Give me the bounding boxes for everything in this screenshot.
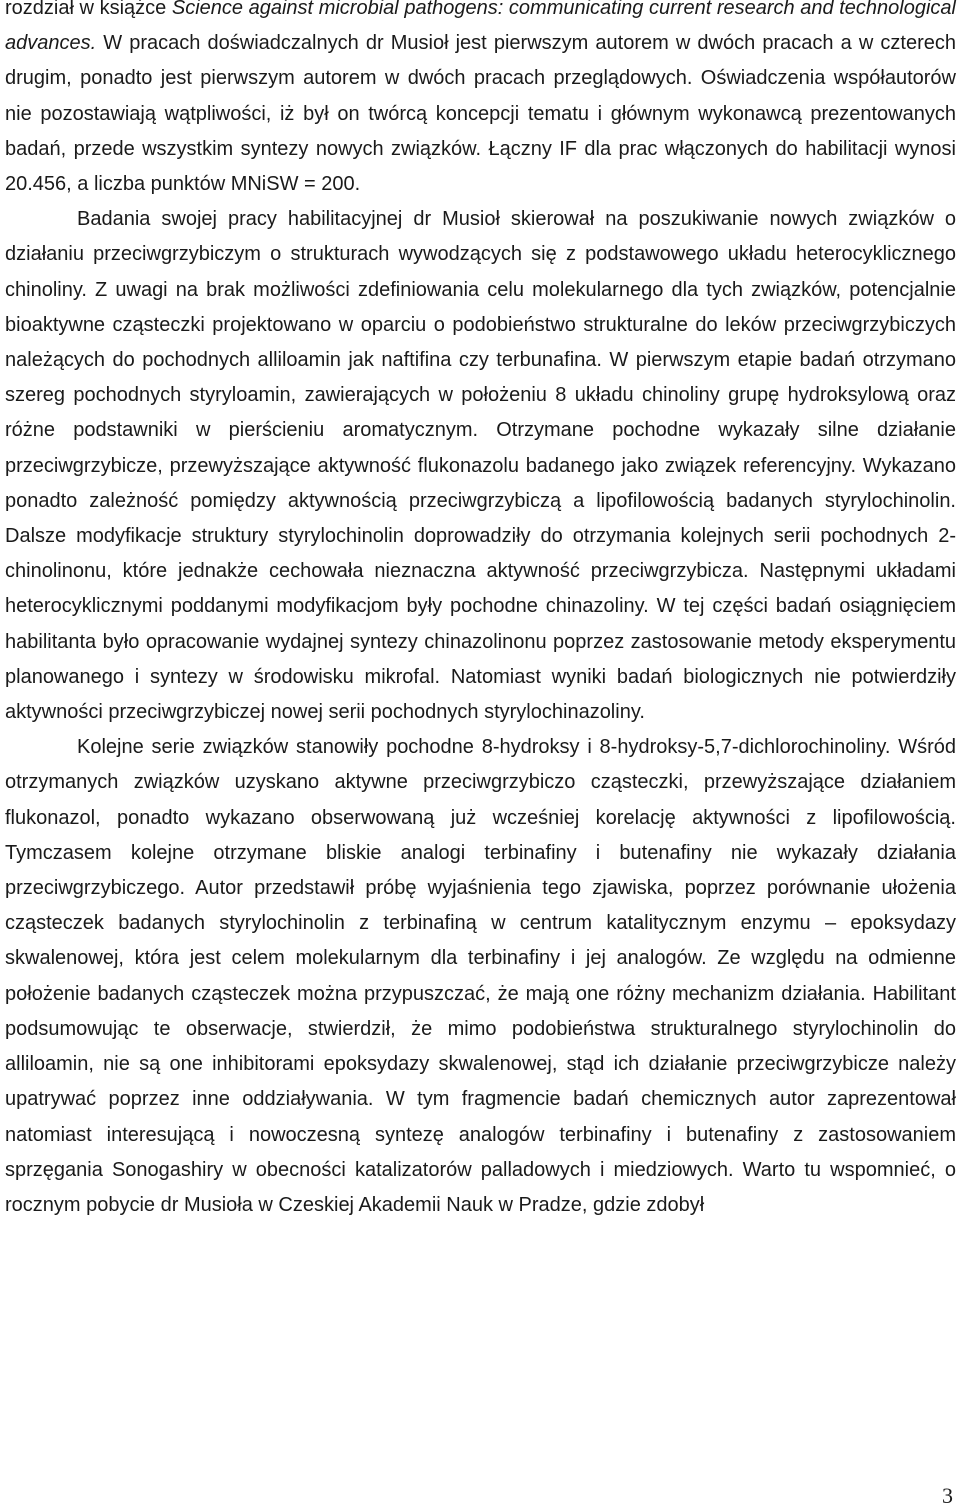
document-page (5, 0, 956, 1223)
paragraph-1-lead: rozdział w książce (5, 0, 172, 19)
paragraph-1-body-b: Oświadczenia współautorów nie pozostawiają wątpliwości, iż był on twórcą koncepcji tematu i głównym wykonawcą prezentowanych badań, przede wszystkim syntezy nowych związków. Łączny IF dla prac włączonych do habilitacji wynosi 20.456, a liczba punktów MNiSW = 200. (5, 67, 956, 196)
page-number: 3 (942, 1483, 953, 1508)
paragraph-3: Kolejne serie związków stanowiły pochodne 8-hydroksy i 8-hydroksy-5,7-dichlorochinoliny. Wśród otrzymanych związków uzyskano aktywne przeciwgrzybiczo cząsteczki, przewyższające działaniem flukonazol, ponadto wykazano obserwowaną już wcześniej korelację aktywności z lipofilowością. Tymczasem kolejne otrzymane bliskie analogi terbinafiny i butenafiny nie wykazały działania przeciwgrzybiczego. Autor przedstawił próbę wyjaśnienia tego zjawiska, poprzez porównanie ułożenia cząsteczek badanych styrylochinolin z terbinafiną w centrum katalitycznym enzymu – epoksydazy skwalenowej, która jest celem molekularnym dla terbinafiny i jej analogów. Ze względu na odmienne położenie badanych cząsteczek można przypuszczać, że mają one różny mechanizm działania. Habilitant podsumowując te obserwacje, stwierdził, że mimo podobieństwa strukturalnego styrylochinolin do alliloamin, nie są one inhibitorami epoksydazy skwalenowej, stąd ich działanie przeciwgrzybicze należy upatrywać poprzez inne oddziaływania. W tym fragmencie badań chemicznych autor zaprezentował natomiast interesującą i nowoczesną syntezę analogów terbinafiny i butenafiny z zastosowaniem sprzęgania Sonogashiry w obecności katalizatorów palladowych i miedziowych. Warto tu wspomnieć, o rocznym pobycie dr Musioła w Czeskiej Akademii Nauk w Pradze, gdzie zdobył (5, 736, 956, 1216)
paragraph-1-body-a: W pracach doświadczalnych dr Musioł jest pierwszym autorem w dwóch pracach a w czterech drugim, ponadto jest pierwszym autorem w dwóch pracach przeglądowych. (5, 32, 956, 90)
book-title: Science against microbial pathogens: communicating current research and technological advances. (5, 0, 956, 55)
paragraph-1 (5, 0, 956, 202)
paragraph-2: Badania swojej pracy habilitacyjnej dr Musioł skierował na poszukiwanie nowych związków o działaniu przeciwgrzybiczym o strukturach wywodzących się z podstawowego układu heterocyklicznego chinoliny. Z uwagi na brak możliwości zdefiniowania celu molekularnego dla tych związków, potencjalnie bioaktywne cząsteczki projektowano w oparciu o podobieństwo strukturalne do leków przeciwgrzybiczych należących do pochodnych alliloamin jak naftifina czy terbunafina. W pierwszym etapie badań otrzymano szereg pochodnych styryloamin, zawierających w położeniu 8 układu chinoliny grupę hydroksylową oraz różne podstawniki w pierścieniu aromatycznym. Otrzymane pochodne wykazały silne działanie przeciwgrzybicze, przewyższające aktywność flukonazolu badanego jako związek referencyjny. Wykazano ponadto zależność pomiędzy aktywnością przeciwgrzybiczą a lipofilowością badanych styrylochinolin. Dalsze modyfikacje struktury styrylochinolin doprowadziły do otrzymania kolejnych serii pochodnych 2-chinolinonu, które jednakże cechowała nieznaczna aktywność przeciwgrzybicza. Następnymi układami heterocyklicznymi poddanymi modyfikacjom były pochodne chinazoliny. W tej części badań osiągnięciem habilitanta było opracowanie wydajnej syntezy chinazolinonu poprzez zastosowanie metody eksperymentu planowanego i syntezy w środowisku mikrofal. Natomiast wyniki badań biologicznych nie potwierdziły aktywności przeciwgrzybiczej nowej serii pochodnych styrylochinazoliny. (5, 208, 956, 724)
